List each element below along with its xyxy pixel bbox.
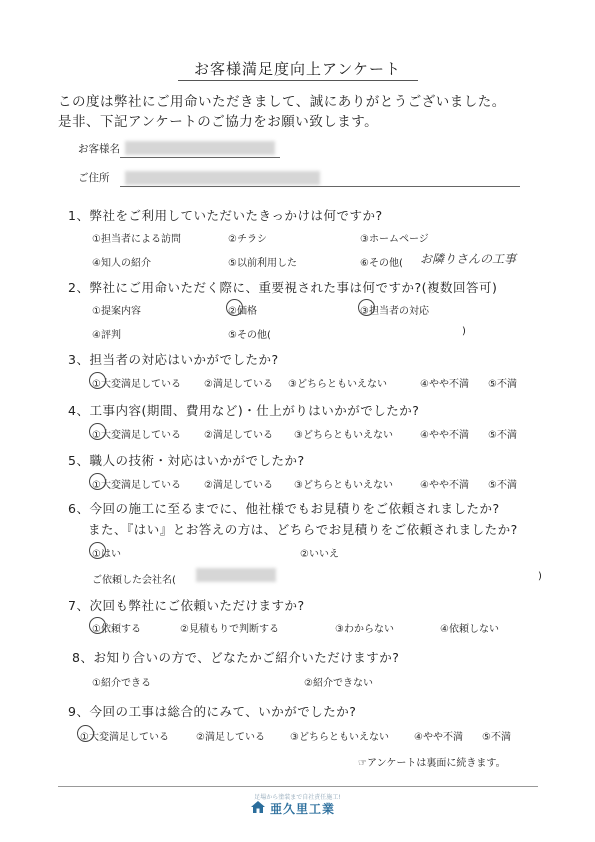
q6-company-label: ご依頼した会社名( [92, 575, 176, 586]
q7-option-1: ①依頼する [92, 624, 141, 635]
question-7: 7、次回も弊社にご依頼いただけますか? [68, 598, 305, 613]
footer-divider [58, 786, 538, 787]
q2-option-3: ③担当者の対応 [360, 306, 429, 317]
q3-option-4: ④やや不満 [420, 379, 469, 390]
customer-address-label: ご住所 [78, 172, 110, 184]
q2-option-4: ④評判 [92, 330, 121, 341]
q7-option-3: ③わからない [335, 624, 394, 635]
q2-option-3-selected-mark [358, 299, 375, 316]
q3-option-1-selected-mark [89, 372, 106, 389]
company-name: 亜久里工業 [270, 802, 336, 816]
question-6: 6、今回の施工に至るまでに、他社様でもお見積りをご依頼されましたか? [68, 501, 500, 516]
q6-company-redacted [196, 568, 276, 582]
q5-option-1: ①大変満足している [92, 480, 181, 491]
q7-option-4: ④依頼しない [440, 624, 499, 635]
question-8: 8、お知り合いの方で、どなたかご紹介いただけますか? [72, 650, 400, 665]
question-2: 2、弊社にご用命いただく際に、重要視された事は何ですか?(複数回答可) [68, 280, 498, 295]
q5-option-1-selected-mark [89, 473, 106, 490]
q2-option-1: ①提案内容 [92, 306, 141, 317]
q9-option-5: ⑤不満 [482, 732, 511, 743]
q6-company-close: ) [538, 571, 542, 582]
q6-option-1-selected-mark [89, 542, 106, 559]
q4-option-3: ③どちらともいえない [294, 430, 393, 441]
customer-name-line [120, 157, 280, 158]
q4-option-1-selected-mark [89, 423, 106, 440]
q9-option-2: ②満足している [196, 732, 265, 743]
q9-option-1-selected-mark [77, 725, 94, 742]
q5-option-4: ④やや不満 [420, 480, 469, 491]
q7-option-1-selected-mark [89, 617, 106, 634]
q2-option-5-close: ) [462, 326, 466, 337]
house-logo-icon [250, 800, 266, 814]
title-underline [178, 80, 418, 81]
q2-option-5: ⑤その他( [228, 330, 271, 341]
q3-option-1: ①大変満足している [92, 379, 181, 390]
q9-option-3: ③どちらともいえない [290, 732, 389, 743]
question-9: 9、今回の工事は総合的にみて、いかがでしたか? [68, 704, 357, 719]
q2-option-2: ②価格 [228, 306, 257, 317]
question-3: 3、担当者の対応はいかがでしたか? [68, 352, 279, 367]
q4-option-4: ④やや不満 [420, 430, 469, 441]
customer-address-redacted [125, 171, 320, 185]
q3-option-3: ③どちらともいえない [288, 379, 387, 390]
q6-option-1: ①はい [92, 549, 121, 560]
q5-option-5: ⑤不満 [488, 480, 517, 491]
intro-line-2: 是非、下記アンケートのご協力をお願い致します。 [58, 114, 379, 130]
customer-address-line [120, 186, 520, 187]
customer-name-redacted [125, 141, 275, 155]
q4-option-5: ⑤不満 [488, 430, 517, 441]
q1-handwritten-answer: お隣りさんの工事 [420, 252, 517, 266]
q1-option-1: ①担当者による訪問 [92, 234, 181, 245]
survey-title: お客様満足度向上アンケート [193, 60, 402, 78]
q3-option-5: ⑤不満 [488, 379, 517, 390]
question-1: 1、弊社をご利用していただいたきっかけは何ですか? [68, 208, 383, 223]
q1-option-2: ②チラシ [228, 234, 267, 245]
q8-option-2: ②紹介できない [304, 678, 373, 689]
q5-option-3: ③どちらともいえない [294, 480, 393, 491]
customer-name-label: お客様名 [78, 143, 120, 155]
q1-option-3: ③ホームページ [360, 234, 429, 245]
q1-option-4: ④知人の紹介 [92, 258, 151, 269]
q4-option-2: ②満足している [204, 430, 273, 441]
q1-option-5: ⑤以前利用した [228, 258, 297, 269]
question-4: 4、工事内容(期間、費用など)・仕上がりはいかがでしたか? [68, 403, 420, 418]
q2-option-2-selected-mark [226, 299, 243, 316]
continue-note: ☞アンケートは裏面に続きます。 [358, 758, 506, 769]
q8-option-1: ①紹介できる [92, 678, 151, 689]
q9-option-4: ④やや不満 [414, 732, 463, 743]
q1-option-6: ⑥その他( [360, 258, 403, 269]
q9-option-1: ①大変満足している [80, 732, 169, 743]
question-6-followup: また、『はい』とお答えの方は、どちらでお見積りをご依頼されましたか? [88, 522, 518, 537]
q4-option-1: ①大変満足している [92, 430, 181, 441]
q6-option-2: ②いいえ [300, 549, 339, 560]
q5-option-2: ②満足している [204, 480, 273, 491]
q3-option-2: ②満足している [204, 379, 273, 390]
intro-line-1: この度は弊社にご用命いただきまして、誠にありがとうございました。 [58, 94, 506, 110]
q7-option-2: ②見積もりで判断する [180, 624, 279, 635]
question-5: 5、職人の技術・対応はいかがでしたか? [68, 453, 305, 468]
footer-slogan: 足場から塗装まで自社責任施工! [254, 794, 341, 801]
